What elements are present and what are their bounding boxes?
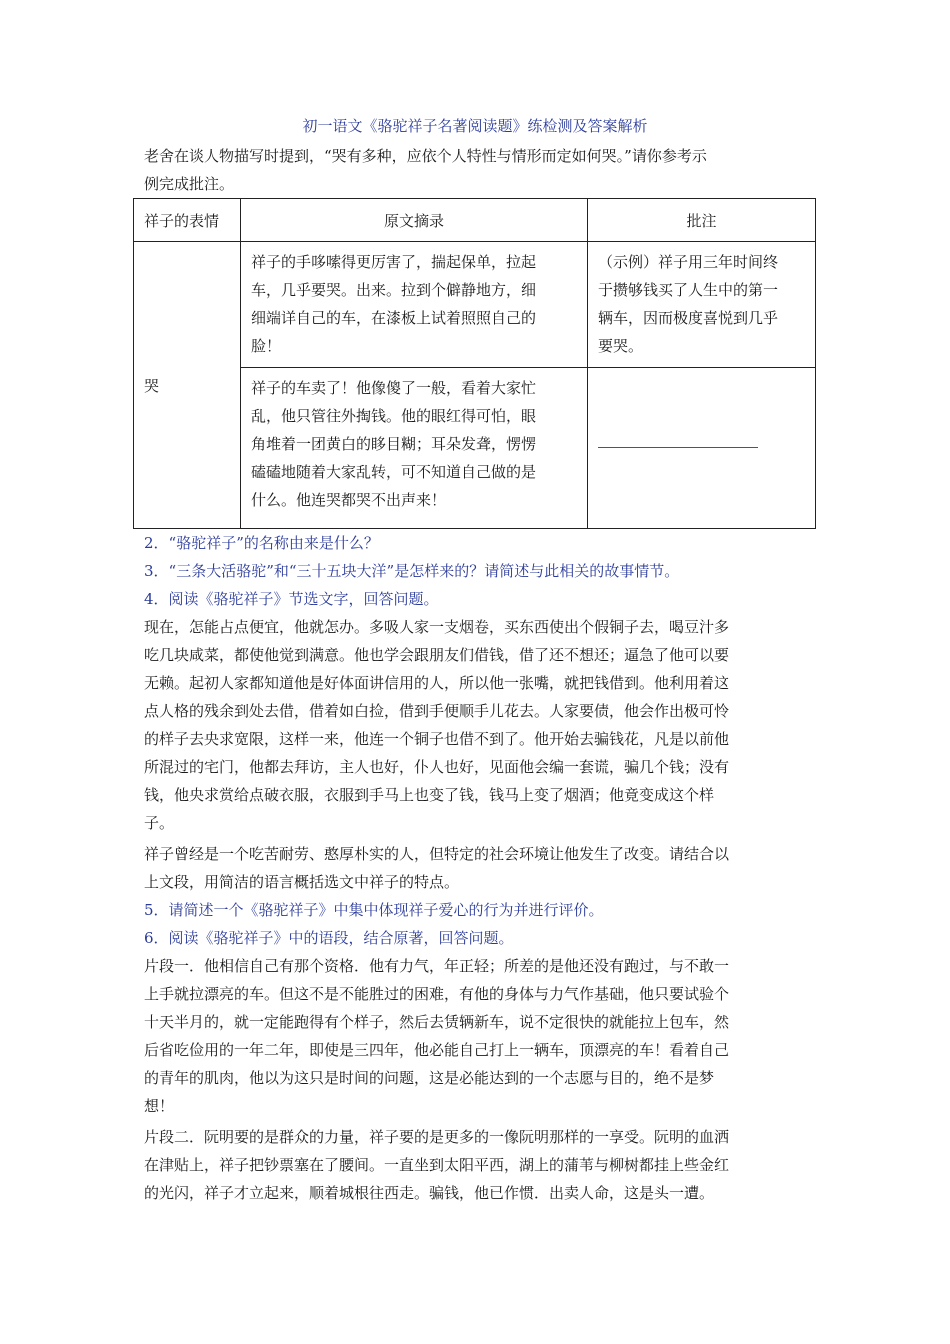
passage-line: 现在，怎能占点便宜，他就怎办。多吸人家一支烟卷，买东西使出个假铜子去，喝豆汁多 (144, 618, 730, 636)
excerpt-1-line: 车，几乎要哭。出来。拉到个僻静地方，细 (251, 281, 537, 299)
header-note: 批注 (588, 199, 816, 242)
question-4: 4．阅读《骆驼祥子》节选文字，回答问题。 (144, 590, 439, 608)
question-2: 2．“骆驼祥子”的名称由来是什么？ (144, 534, 379, 552)
fragment-2-line: 片段二．阮明要的是群众的力量，祥子要的是更多的一像阮明那样的一享受。阮明的血洒 (144, 1128, 730, 1146)
fragment-1-line: 后省吃俭用的一年二年，即使是三四年，他必能自己打上一辆车，顶漂亮的车！看着自己 (144, 1041, 730, 1059)
excerpt-1-line: 祥子的手哆嗦得更厉害了，揣起保单，拉起 (251, 253, 537, 271)
excerpt-2-line: 什么。他连哭都哭不出声来！ (251, 491, 447, 509)
passage-line: 吃几块咸菜，都使他觉到满意。他也学会跟朋友们借钱，借了还不想还；逼急了他可以要 (144, 646, 730, 664)
question-5: 5．请简述一个《骆驼祥子》中集中体现祥子爱心的行为并进行评价。 (144, 901, 604, 919)
excerpt-2-line: 磕磕地随着大家乱转，可不知道自己做的是 (251, 463, 537, 481)
fragment-1-line: 十天半月的，就一定能跑得有个样子，然后去赁辆新车，说不定很快的就能拉上包车，然 (144, 1013, 730, 1031)
passage-line: 所混过的宅门，他都去拜访，主人也好，仆人也好，见面他会编一套谎，骗几个钱；没有 (144, 758, 730, 776)
passage-line: 点人格的残余到处去借，借着如白捡，借到手便顺手儿花去。人家要债，他会作出极可怜 (144, 702, 730, 720)
note-1-line: 辆车，因而极度喜悦到几乎 (598, 309, 779, 327)
excerpt-1-line: 脸！ (251, 337, 282, 355)
note-cell-1 (588, 242, 816, 368)
excerpt-1-line: 细端详自己的车，在漆板上试着照照自己的 (251, 309, 537, 327)
excerpt-cell-2 (241, 368, 588, 529)
table-row (134, 242, 816, 368)
excerpt-2-line: 角堆着一团黄白的眵目糊；耳朵发聋，愣愣 (251, 435, 537, 453)
excerpt-cell-1 (241, 242, 588, 368)
fragment-1-line: 片段一．他相信自己有那个资格．他有力气，年正轻；所差的是他还没有跑过，与不敢一 (144, 957, 730, 975)
answer-blank-line[interactable] (598, 429, 758, 448)
header-expression: 祥子的表情 (134, 199, 241, 242)
note-1-line: 要哭。 (598, 337, 644, 355)
intro-line-1: 老舍在谈人物描写时提到，“哭有多种，应依个人特性与情形而定如何哭。”请你参考示 (144, 147, 707, 165)
passage-line: 无赖。起初人家都知道他是好体面讲信用的人，所以他一张嘴，就把钱借到。他利用着这 (144, 674, 730, 692)
q4-prompt-line: 祥子曾经是一个吃苦耐劳、憨厚朴实的人，但特定的社会环境让他发生了改变。请结合以 (144, 845, 730, 863)
header-excerpt: 原文摘录 (241, 199, 588, 242)
fragment-1-line: 的青年的肌肉，他以为这只是时间的问题，这是必能达到的一个志愿与目的，绝不是梦 (144, 1069, 715, 1087)
table-header-row (134, 199, 816, 242)
q4-prompt-line: 上文段，用简洁的语言概括选文中祥子的特点。 (144, 873, 460, 891)
fragment-1-line: 上手就拉漂亮的车。但这不是不能胜过的困难，有他的身体与力气作基础，他只要试验个 (144, 985, 730, 1003)
excerpt-2-line: 乱，他只管往外掏钱。他的眼红得可怕，眼 (251, 407, 537, 425)
page-title: 初一语文《骆驼祥子名著阅读题》练检测及答案解析 (302, 117, 648, 135)
fragment-2-line: 的光闪，祥子才立起来，顺着城根往西走。骗钱，他已作惯．出卖人命，这是头一遭。 (144, 1184, 715, 1202)
excerpt-2-line: 祥子的车卖了！他像傻了一般，看着大家忙 (251, 379, 537, 397)
note-1-line: （示例）祥子用三年时间终 (598, 253, 779, 271)
passage-line: 子。 (144, 814, 175, 832)
note-cell-2[interactable] (588, 368, 816, 529)
question-6: 6．阅读《骆驼祥子》中的语段，结合原著，回答问题。 (144, 929, 514, 947)
passage-line: 钱，他央求赏给点破衣服，衣服到手马上也变了钱，钱马上变了烟酒；他竟变成这个样 (144, 786, 715, 804)
passage-line: 的样子去央求宽限，这样一来，他连一个铜子也借不到了。他开始去骗钱花，凡是以前他 (144, 730, 730, 748)
note-1-line: 于攒够钱买了人生中的第一 (598, 281, 779, 299)
annotation-table (133, 198, 816, 529)
expression-cell: 哭 (134, 242, 241, 529)
fragment-1-line: 想！ (144, 1097, 175, 1115)
intro-line-2: 例完成批注。 (144, 175, 235, 193)
fragment-2-line: 在津贴上，祥子把钞票塞在了腰间。一直坐到太阳平西，湖上的蒲苇与柳树都挂上些金红 (144, 1156, 730, 1174)
question-3: 3．“三条大活骆驼”和“三十五块大洋”是怎样来的？请简述与此相关的故事情节。 (144, 562, 680, 580)
